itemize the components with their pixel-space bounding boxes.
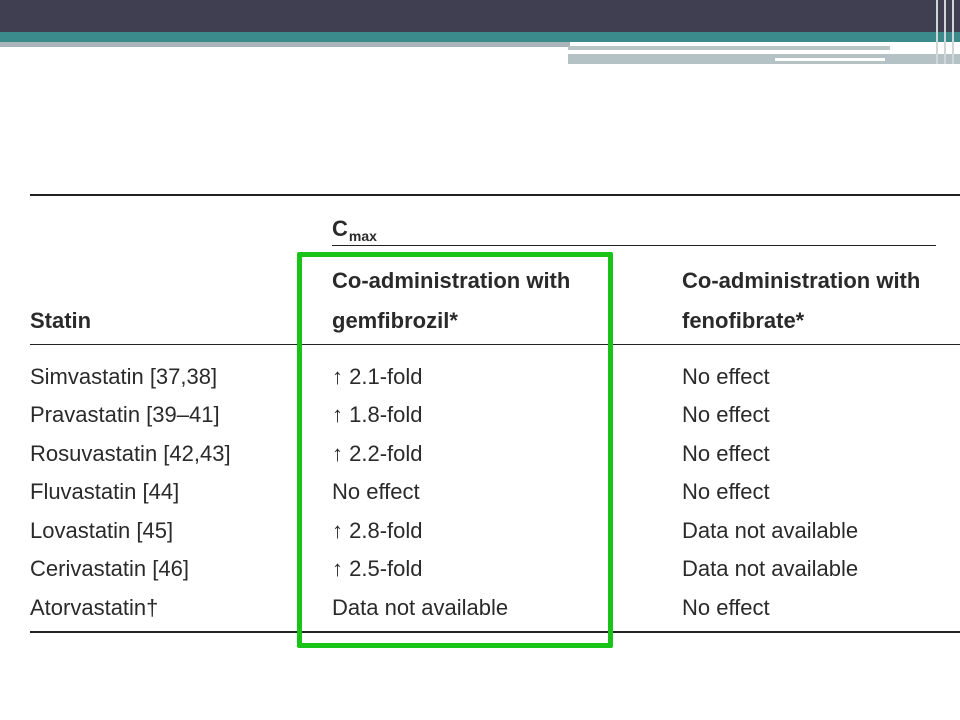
row-fenofibrate: No effect [682,595,770,620]
header-accent-right-wide [568,54,960,64]
cmax-group-header: $C_{max}$ [332,216,377,244]
row-statin: Atorvastatin† [30,595,159,620]
slide-header-bar [0,0,960,32]
column-header-gemfibrozil-line2: gemfibrozil* [332,308,458,333]
row-gemfibrozil: ↑ 2.1-fold [332,364,423,389]
row-gemfibrozil: No effect [332,479,420,504]
cmax-group-rule [332,245,936,246]
row-statin: Pravastatin [39–41] [30,402,220,427]
row-fenofibrate: Data not available [682,518,859,543]
header-accent-teal [0,32,960,42]
row-gemfibrozil: Data not available [332,595,509,620]
column-header-fenofibrate-line1: Co-administration with [682,268,921,293]
column-header-gemfibrozil-line1: Co-administration with [332,268,571,293]
gemfibrozil-column-highlight-box [297,252,613,648]
row-fenofibrate: No effect [682,479,770,504]
header-edge-line [944,0,946,64]
row-gemfibrozil: ↑ 1.8-fold [332,402,423,427]
header-accent-grey [0,42,570,47]
header-edge-line [936,0,938,64]
row-fenofibrate: No effect [682,402,770,427]
header-edge-line [952,0,954,64]
row-statin: Simvastatin [37,38] [30,364,218,389]
header-accent-right-gap [775,58,885,61]
row-fenofibrate: No effect [682,364,770,389]
row-gemfibrozil: ↑ 2.2-fold [332,441,423,466]
row-statin: Cerivastatin [46] [30,556,189,581]
row-gemfibrozil: ↑ 2.5-fold [332,556,423,581]
header-accent-right-thin [568,46,890,50]
row-fenofibrate: Data not available [682,556,859,581]
column-header-fenofibrate-line2: fenofibrate* [682,308,805,333]
row-gemfibrozil: ↑ 2.8-fold [332,518,423,543]
table-top-rule [30,194,960,196]
row-fenofibrate: No effect [682,441,770,466]
row-statin: Lovastatin [45] [30,518,174,543]
row-statin: Rosuvastatin [42,43] [30,441,231,466]
column-header-statin: Statin [30,308,92,333]
row-statin: Fluvastatin [44] [30,479,180,504]
